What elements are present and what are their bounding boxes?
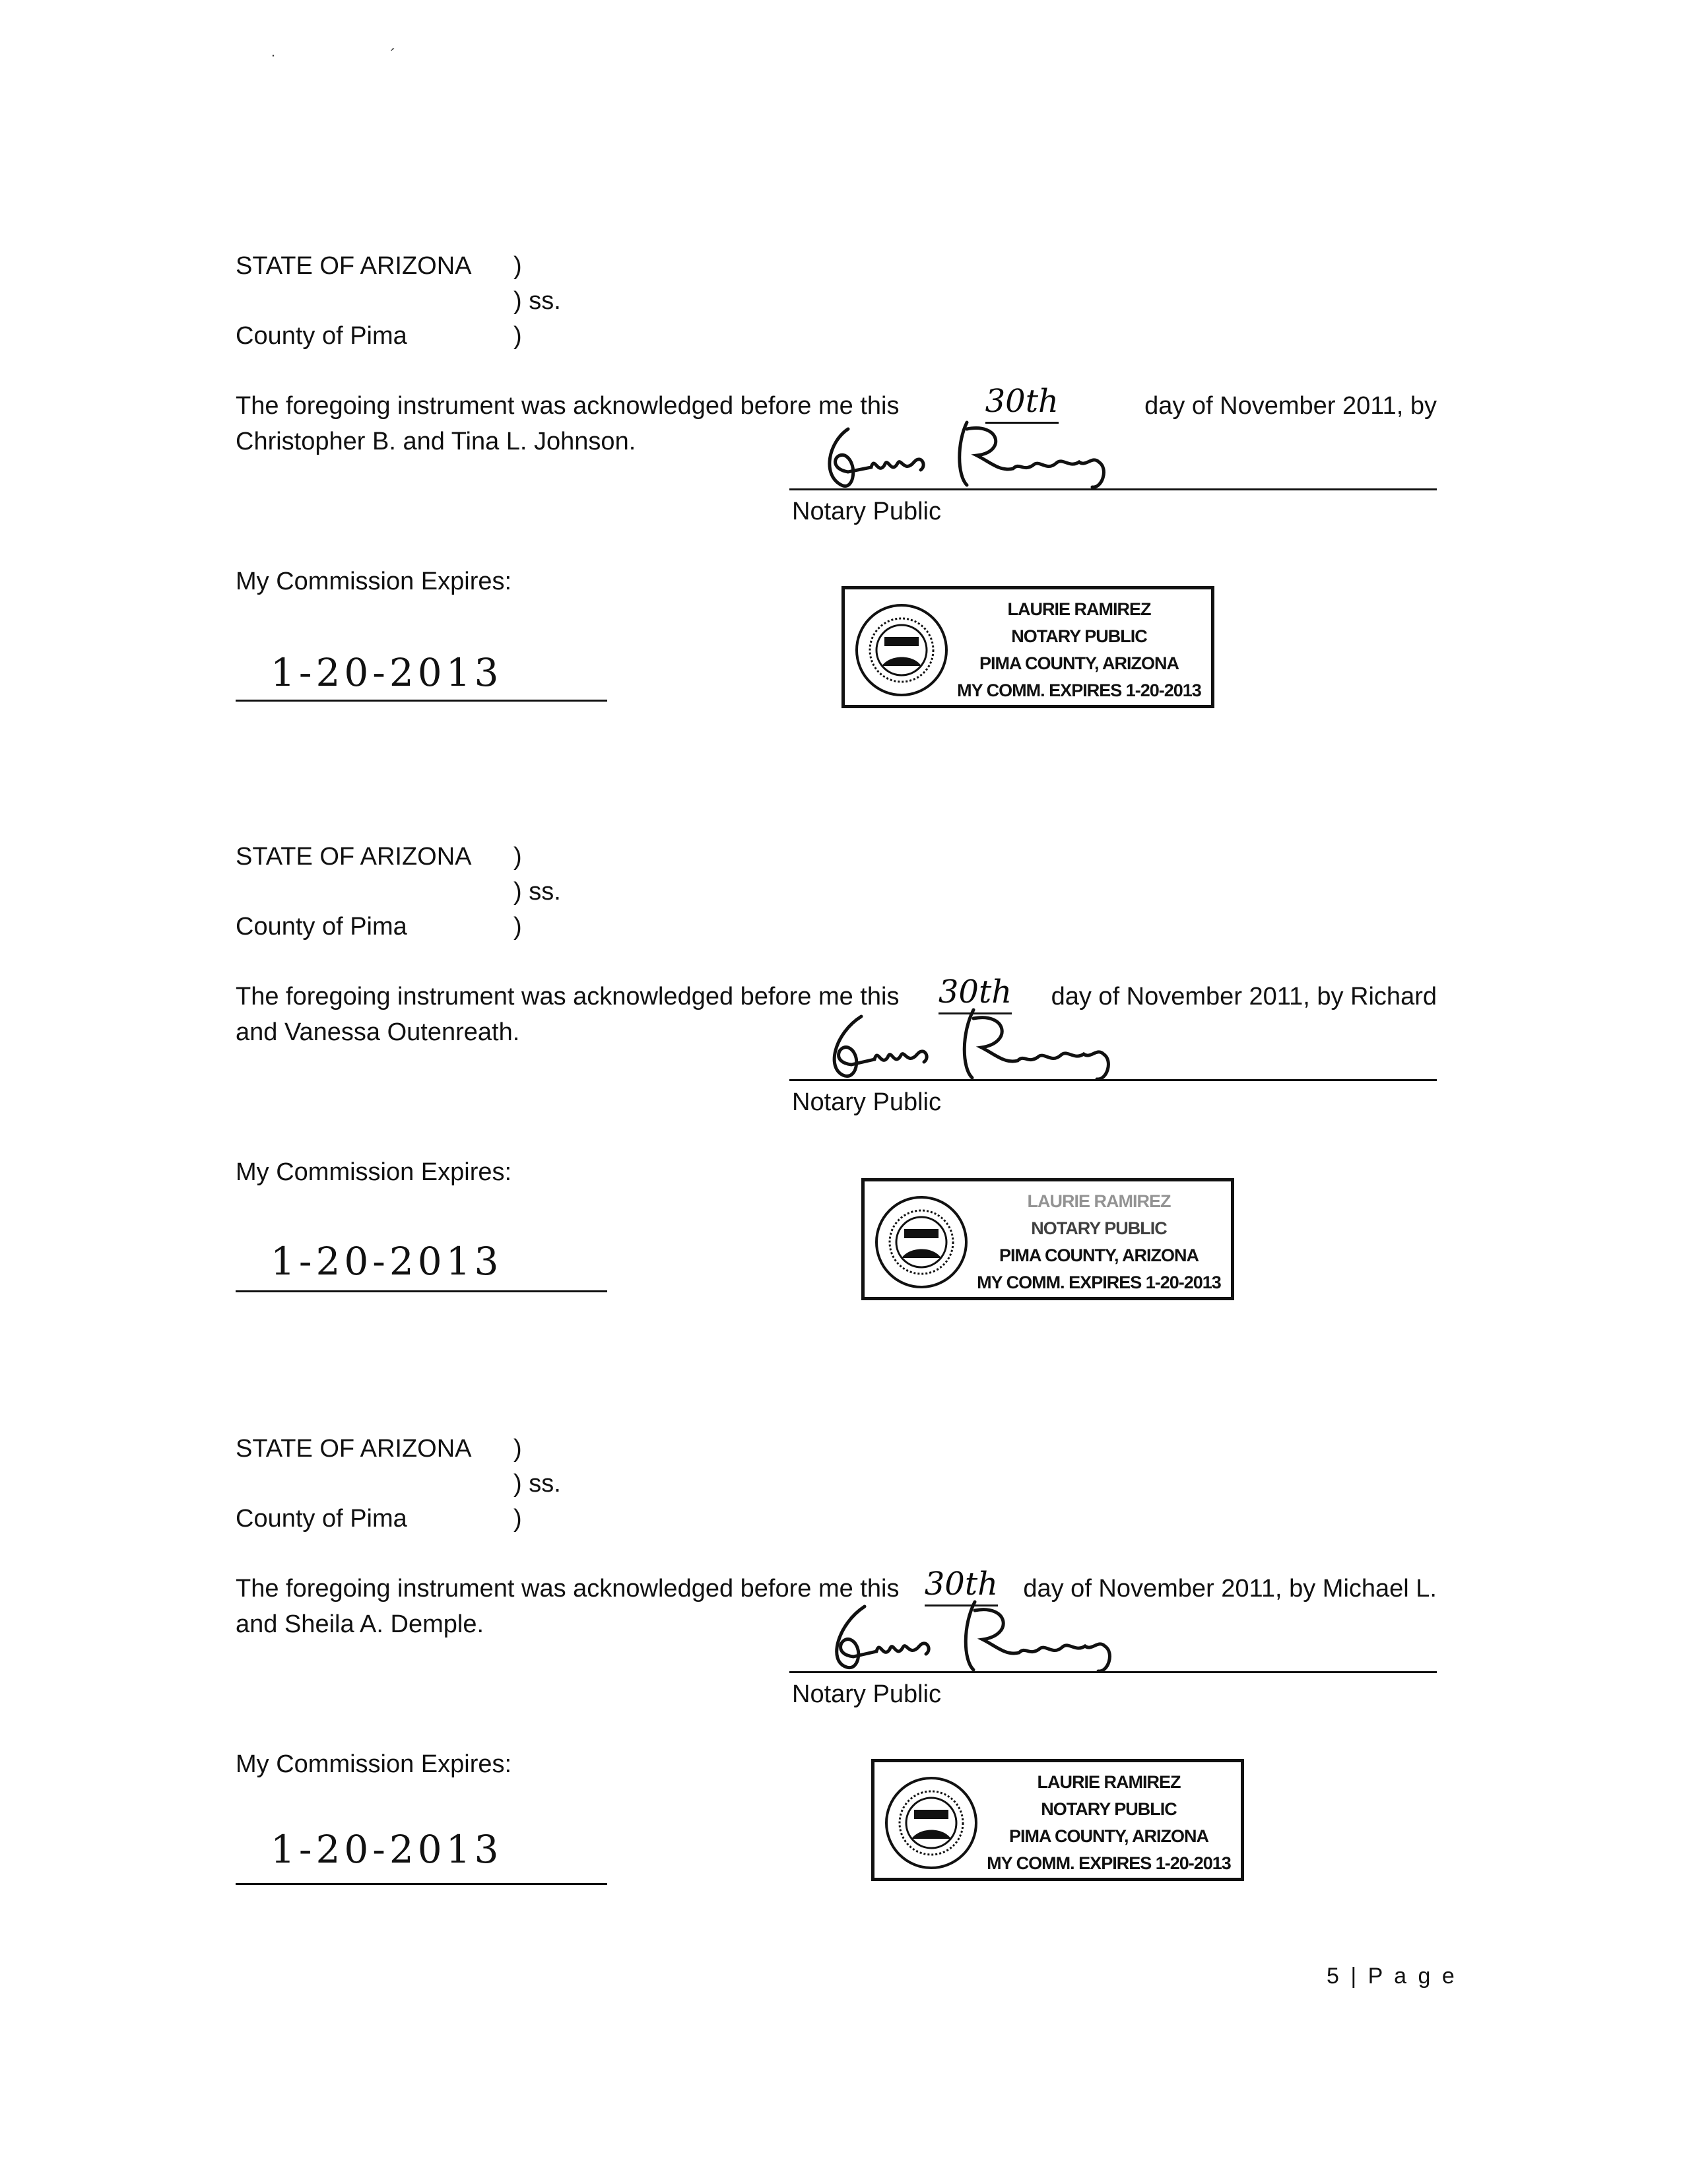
acknowledgment-block-1 xyxy=(0,0,1681,594)
stamp-line: PIMA COUNTY, ARIZONA xyxy=(999,1245,1199,1265)
notary-public-label: Notary Public xyxy=(792,498,941,525)
state-label: STATE OF ARIZONA xyxy=(236,252,472,280)
stamp-line: LAURIE RAMIREZ xyxy=(1007,599,1151,619)
paren: ) xyxy=(513,1505,522,1533)
sentence-line-2: and Sheila A. Demple. xyxy=(236,1610,484,1638)
stamp-line: MY COMM. EXPIRES 1-20-2013 xyxy=(957,680,1201,700)
county-label: County of Pima xyxy=(236,1505,407,1533)
expiry-line xyxy=(236,1883,607,1885)
day-handwritten: 30th xyxy=(985,388,1059,424)
stamp-line: PIMA COUNTY, ARIZONA xyxy=(979,653,1179,673)
stamp-line: NOTARY PUBLIC xyxy=(1031,1218,1167,1238)
county-label: County of Pima xyxy=(236,913,407,941)
notary-signature xyxy=(808,1007,1178,1086)
signature-line xyxy=(789,1079,1437,1081)
stamp-line: MY COMM. EXPIRES 1-20-2013 xyxy=(987,1853,1231,1873)
notary-public-label: Notary Public xyxy=(792,1088,941,1116)
sentence-end: day of November 2011, by xyxy=(1144,392,1437,420)
signature-line xyxy=(789,488,1437,490)
paren: ) xyxy=(513,843,522,871)
day-handwritten: 30th xyxy=(925,1571,998,1606)
commission-expires-label: My Commission Expires: xyxy=(236,1750,512,1778)
day-handwritten: 30th xyxy=(939,979,1012,1014)
commission-expires-label: My Commission Expires: xyxy=(236,1158,512,1186)
stamp-line: PIMA COUNTY, ARIZONA xyxy=(1009,1826,1208,1846)
notary-signature xyxy=(808,416,1178,495)
signature-line xyxy=(789,1671,1437,1673)
notary-signature xyxy=(808,1599,1178,1678)
ss-label: ) ss. xyxy=(513,1470,561,1498)
commission-expiry-handwritten: 1-20-2013 xyxy=(271,1239,503,1284)
stamp-text xyxy=(983,1769,1234,1877)
notary-public-label: Notary Public xyxy=(792,1680,941,1708)
commission-expiry-handwritten: 1-20-2013 xyxy=(271,650,503,695)
sentence-start: The foregoing instrument was acknowledged before me this xyxy=(236,983,900,1010)
paren: ) xyxy=(513,1435,522,1463)
commission-expiry-handwritten: 1-20-2013 xyxy=(271,1827,503,1872)
ss-label: ) ss. xyxy=(513,878,561,906)
sentence-end: day of November 2011, by Richard xyxy=(1051,983,1437,1010)
acknowledgment-block-3 xyxy=(0,1183,1681,1777)
stamp-line: MY COMM. EXPIRES 1-20-2013 xyxy=(977,1273,1221,1292)
state-label: STATE OF ARIZONA xyxy=(236,843,472,871)
sentence-start: The foregoing instrument was acknowledged before me this xyxy=(236,1575,900,1603)
page-number: 5 | P a g e xyxy=(1327,1964,1457,1989)
arizona-seal-icon xyxy=(884,1775,979,1871)
stamp-line: NOTARY PUBLIC xyxy=(1011,626,1147,646)
paren: ) xyxy=(513,913,522,941)
sentence-line-2: and Vanessa Outenreath. xyxy=(236,1018,520,1046)
ss-label: ) ss. xyxy=(513,287,561,315)
sentence-start: The foregoing instrument was acknowledged before me this xyxy=(236,392,900,420)
stamp-line: LAURIE RAMIREZ xyxy=(1037,1772,1181,1792)
acknowledgment-block-2 xyxy=(0,591,1681,1185)
stamp-line: NOTARY PUBLIC xyxy=(1041,1799,1177,1819)
commission-expires-label: My Commission Expires: xyxy=(236,568,512,595)
paren: ) xyxy=(513,252,522,280)
county-label: County of Pima xyxy=(236,322,407,350)
paren: ) xyxy=(513,322,522,350)
notary-stamp xyxy=(871,1759,1244,1881)
sentence-end: day of November 2011, by Michael L. xyxy=(1023,1575,1437,1603)
sentence-line-2: Christopher B. and Tina L. Johnson. xyxy=(236,428,636,455)
scan-specks: · ´ xyxy=(271,46,396,64)
stamp-line: LAURIE RAMIREZ xyxy=(1027,1191,1171,1211)
state-label: STATE OF ARIZONA xyxy=(236,1435,472,1463)
